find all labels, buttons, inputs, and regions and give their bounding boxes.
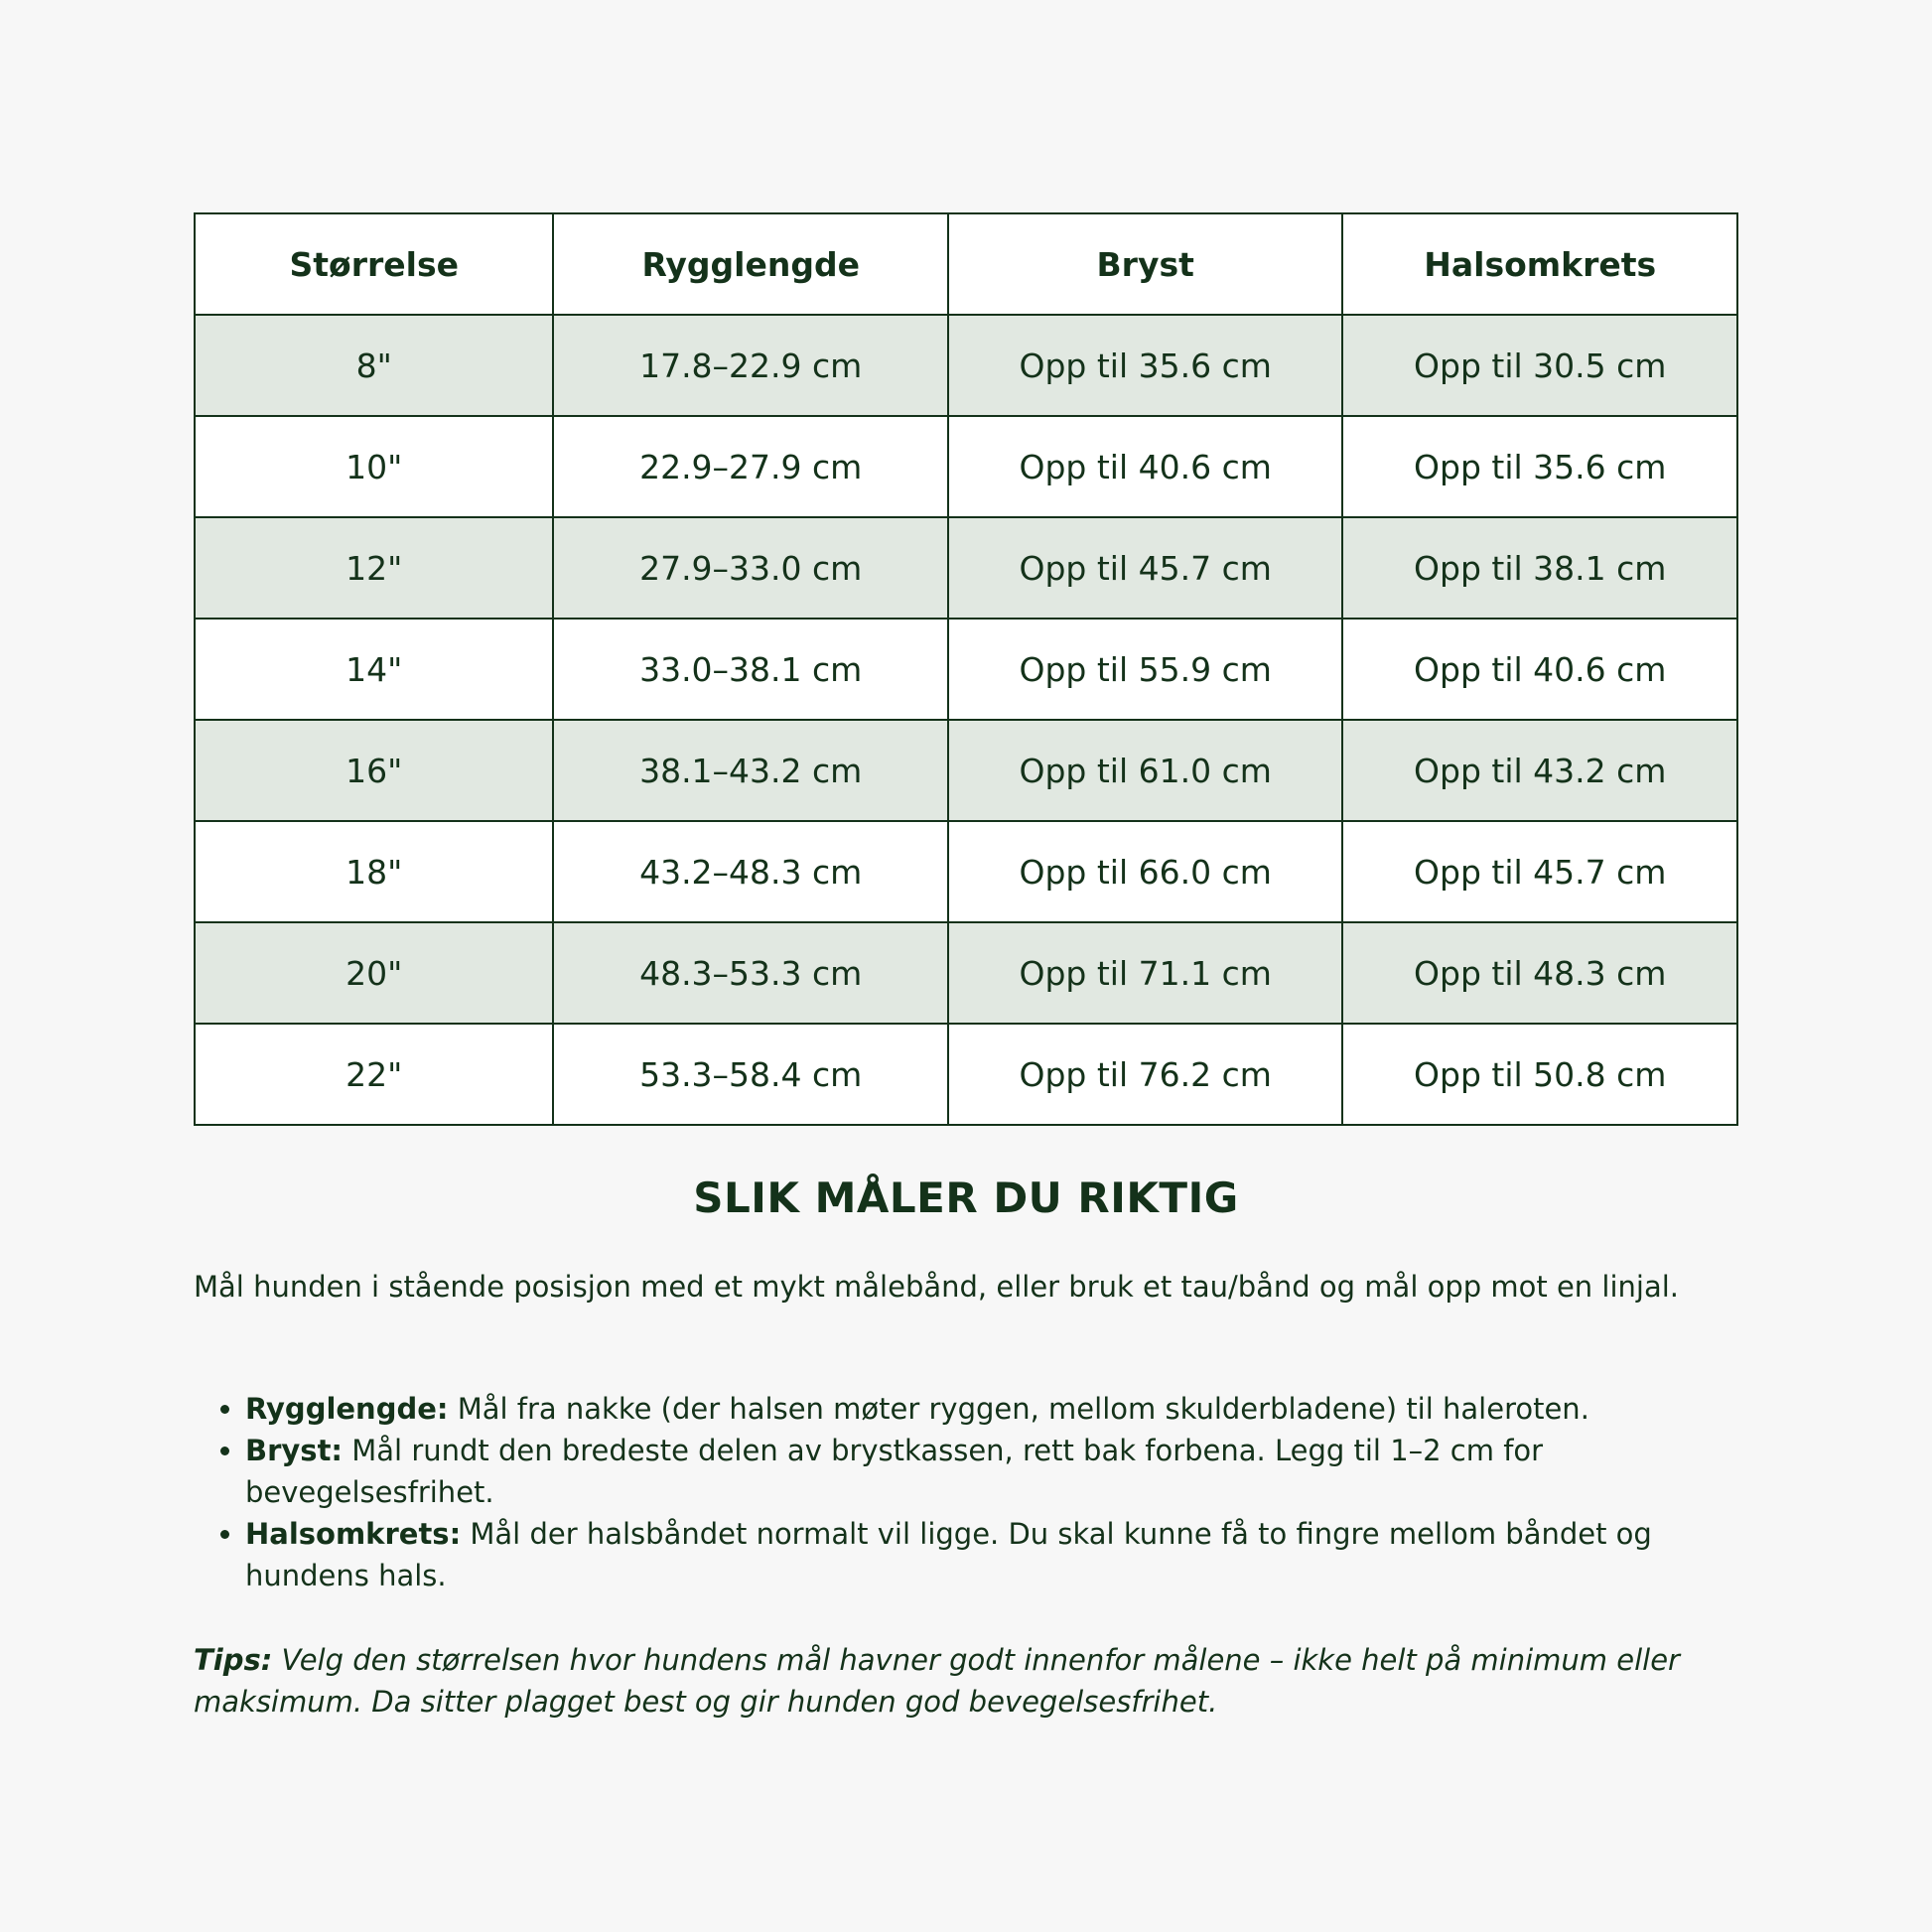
cell-back-length: 53.3–58.4 cm: [553, 1024, 948, 1125]
cell-chest: Opp til 61.0 cm: [948, 720, 1343, 821]
cell-size: 22": [195, 1024, 553, 1125]
list-item-text: Mål rundt den bredeste delen av brystkassen, rett bak forbena. Legg til 1–2 cm for bevegelsesfrihet.: [245, 1434, 1544, 1509]
size-chart-table: [194, 212, 1738, 1126]
table-row: [195, 720, 1737, 821]
list-item-text: Mål fra nakke (der halsen møter ryggen, mellom skulderbladene) til haleroten.: [448, 1392, 1589, 1426]
cell-back-length: 38.1–43.2 cm: [553, 720, 948, 821]
cell-neck: Opp til 48.3 cm: [1342, 922, 1737, 1024]
cell-neck: Opp til 38.1 cm: [1342, 517, 1737, 619]
list-item-term: Halsomkrets:: [245, 1517, 462, 1551]
cell-chest: Opp til 76.2 cm: [948, 1024, 1343, 1125]
cell-neck: Opp til 35.6 cm: [1342, 416, 1737, 517]
cell-size: 14": [195, 619, 553, 720]
cell-back-length: 33.0–38.1 cm: [553, 619, 948, 720]
list-item-neck: [245, 1513, 1738, 1596]
cell-chest: Opp til 71.1 cm: [948, 922, 1343, 1024]
section-title: SLIK MÅLER DU RIKTIG: [693, 1173, 1239, 1222]
list-item-back-length: [245, 1388, 1738, 1430]
cell-chest: Opp til 45.7 cm: [948, 517, 1343, 619]
cell-chest: Opp til 40.6 cm: [948, 416, 1343, 517]
tips-label: Tips:: [194, 1643, 273, 1677]
table-row: [195, 416, 1737, 517]
cell-chest: Opp til 55.9 cm: [948, 619, 1343, 720]
table-row: [195, 517, 1737, 619]
table-row: [195, 922, 1737, 1024]
cell-size: 16": [195, 720, 553, 821]
list-item-term: Rygglengde:: [245, 1392, 449, 1426]
header-back-length: Rygglengde: [553, 213, 948, 315]
list-item-text: Mål der halsbåndet normalt vil ligge. Du skal kunne få to fingre mellom båndet og hundens hals.: [245, 1517, 1652, 1592]
table-row: [195, 1024, 1737, 1125]
measurement-list: [194, 1388, 1738, 1596]
cell-size: 20": [195, 922, 553, 1024]
cell-chest: Opp til 35.6 cm: [948, 315, 1343, 416]
cell-neck: Opp til 43.2 cm: [1342, 720, 1737, 821]
cell-size: 18": [195, 821, 553, 922]
cell-back-length: 48.3–53.3 cm: [553, 922, 948, 1024]
header-neck: Halsomkrets: [1342, 213, 1737, 315]
list-item-term: Bryst:: [245, 1434, 344, 1467]
cell-neck: Opp til 40.6 cm: [1342, 619, 1737, 720]
cell-back-length: 17.8–22.9 cm: [553, 315, 948, 416]
intro-paragraph: Mål hunden i stående posisjon med et mykt målebånd, eller bruk et tau/bånd og mål opp mot en linjal.: [194, 1270, 1679, 1304]
cell-size: 12": [195, 517, 553, 619]
cell-neck: Opp til 30.5 cm: [1342, 315, 1737, 416]
cell-size: 10": [195, 416, 553, 517]
table-header-row: [195, 213, 1737, 315]
table-row: [195, 619, 1737, 720]
cell-neck: Opp til 45.7 cm: [1342, 821, 1737, 922]
tips-paragraph: [194, 1639, 1738, 1723]
cell-neck: Opp til 50.8 cm: [1342, 1024, 1737, 1125]
cell-back-length: 43.2–48.3 cm: [553, 821, 948, 922]
table-row: [195, 821, 1737, 922]
cell-back-length: 22.9–27.9 cm: [553, 416, 948, 517]
header-chest: Bryst: [948, 213, 1343, 315]
header-size: Størrelse: [195, 213, 553, 315]
list-item-chest: [245, 1430, 1738, 1513]
cell-back-length: 27.9–33.0 cm: [553, 517, 948, 619]
tips-text: Velg den størrelsen hvor hundens mål havner godt innenfor målene – ikke helt på minimum eller maksimum. Da sitter plagget best og gir hunden god bevegelsesfrihet.: [194, 1643, 1680, 1719]
cell-chest: Opp til 66.0 cm: [948, 821, 1343, 922]
cell-size: 8": [195, 315, 553, 416]
table-row: [195, 315, 1737, 416]
